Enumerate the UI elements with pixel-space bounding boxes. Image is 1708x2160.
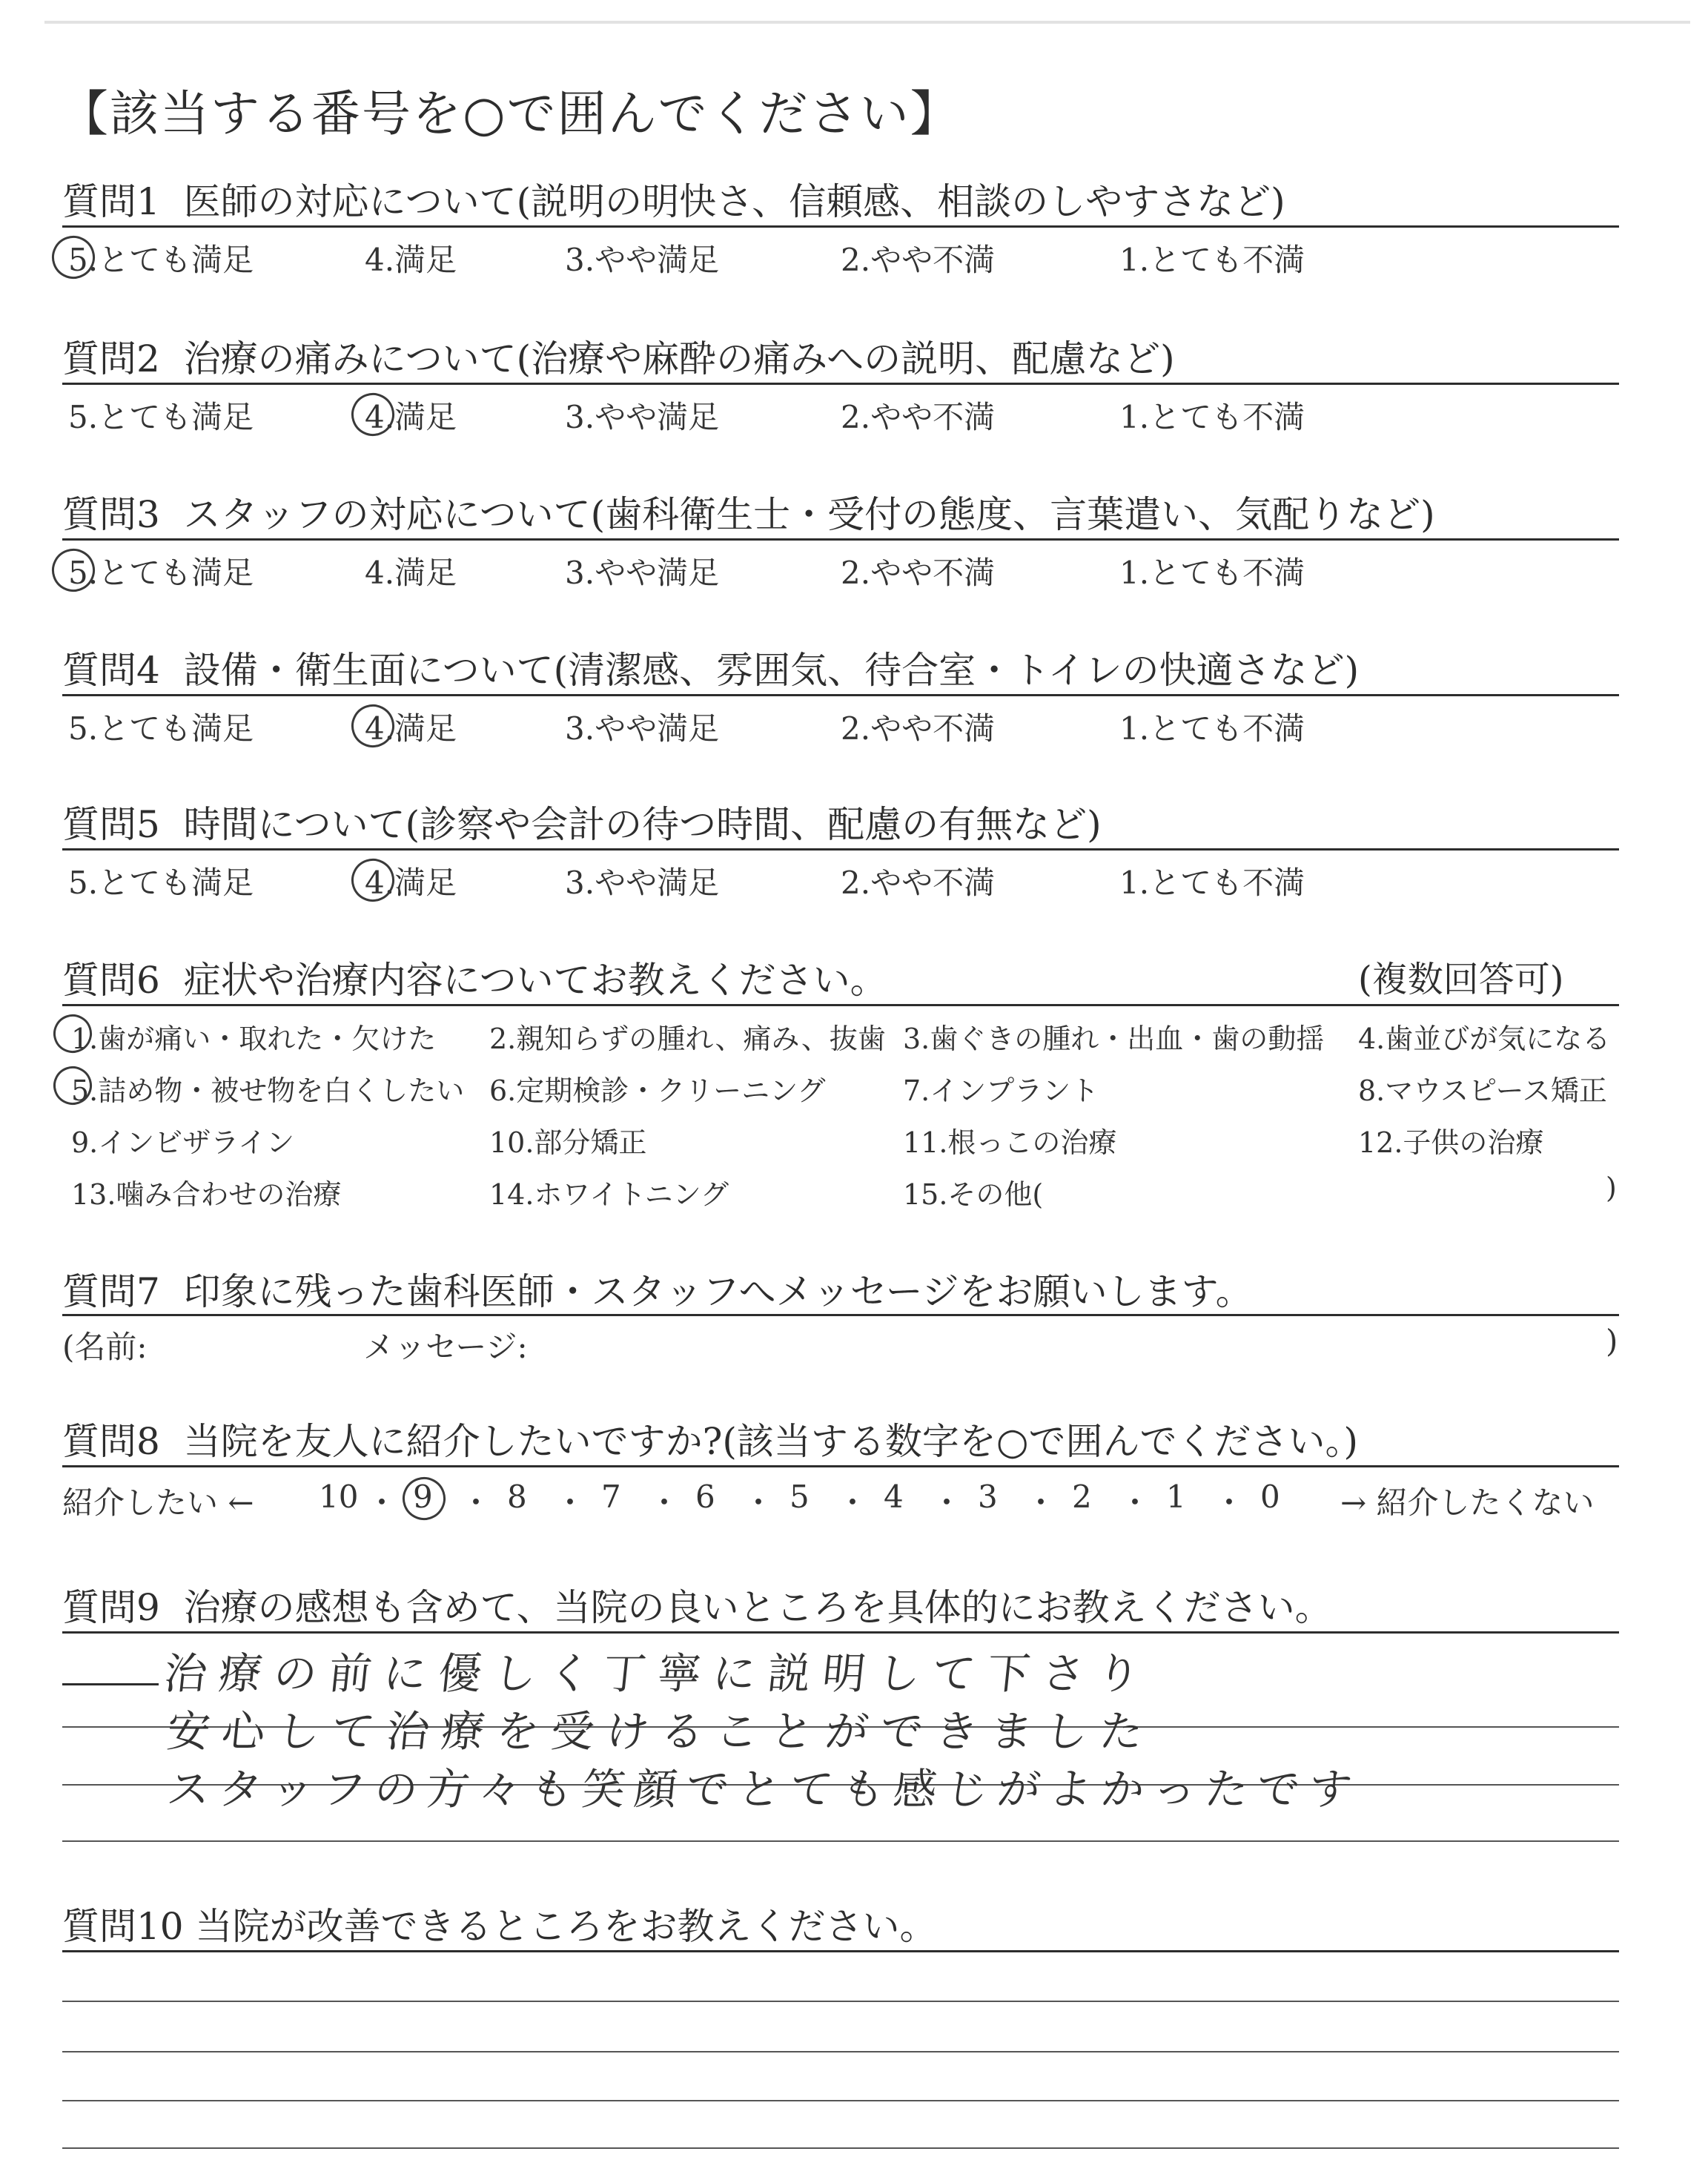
question-7 bbox=[62, 1262, 1253, 1315]
multiple-answers-note: (複数回答可) bbox=[1358, 959, 1564, 1000]
answer-line bbox=[62, 2001, 1619, 2002]
scale-separator: ・ bbox=[931, 1484, 963, 1521]
q6-option-14[interactable]: 14.ホワイトニング bbox=[489, 1178, 729, 1211]
q6-option-15-close: ) bbox=[1606, 1172, 1617, 1204]
q5-option-2[interactable]: 2.やや不満 bbox=[841, 865, 996, 901]
q5-option-5[interactable]: 5.とても満足 bbox=[68, 865, 254, 901]
q2-option-1[interactable]: 1.とても不満 bbox=[1119, 399, 1305, 435]
handwritten-answer-line: 治療の前に優しく丁寧に説明して下さり bbox=[161, 1648, 1155, 1699]
question-text: 医師の対応について(説明の明快さ、信頼感、相談のしやすさなど) bbox=[183, 180, 1285, 223]
question-divider bbox=[62, 848, 1619, 851]
question-label: 質問7 bbox=[62, 1270, 160, 1313]
q6-option-2[interactable]: 2.親知らずの腫れ、痛み、抜歯 bbox=[489, 1023, 886, 1055]
question-label: 質問6 bbox=[62, 959, 160, 1002]
scale-number-9[interactable]: 9 bbox=[413, 1479, 433, 1515]
scale-number-3[interactable]: 3 bbox=[978, 1479, 998, 1515]
q6-option-7[interactable]: 7.インプラント bbox=[903, 1074, 1099, 1107]
question-divider bbox=[62, 1631, 1619, 1634]
page-title: 【該当する番号を○で囲んでください】 bbox=[59, 85, 961, 142]
q4-option-1[interactable]: 1.とても不満 bbox=[1119, 710, 1305, 747]
q3-option-5[interactable]: 5.とても満足 bbox=[68, 555, 254, 591]
q1-option-2[interactable]: 2.やや不満 bbox=[841, 242, 996, 278]
question-label: 質問5 bbox=[62, 803, 160, 846]
question-5 bbox=[62, 795, 1102, 848]
q6-option-6[interactable]: 6.定期検診・クリーニング bbox=[489, 1074, 826, 1107]
answer-line bbox=[62, 1840, 1619, 1842]
question-divider bbox=[62, 1314, 1619, 1316]
question-label: 質問9 bbox=[62, 1586, 160, 1629]
q6-option-3[interactable]: 3.歯ぐきの腫れ・出血・歯の動揺 bbox=[903, 1023, 1325, 1055]
q1-option-5[interactable]: 5.とても満足 bbox=[68, 242, 254, 278]
selected-circle-mark bbox=[397, 1471, 451, 1525]
q1-option-1[interactable]: 1.とても不満 bbox=[1119, 242, 1305, 278]
q6-option-4[interactable]: 4.歯並びが気になる bbox=[1358, 1023, 1611, 1055]
q2-option-3[interactable]: 3.やや満足 bbox=[565, 399, 720, 435]
q5-option-4[interactable]: 4.満足 bbox=[365, 865, 457, 901]
q6-option-11[interactable]: 11.根っこの治療 bbox=[903, 1126, 1117, 1159]
scale-separator: ・ bbox=[649, 1484, 681, 1521]
q6-option-10[interactable]: 10.部分矯正 bbox=[489, 1126, 647, 1159]
question-label: 質問1 bbox=[62, 180, 160, 223]
scale-number-8[interactable]: 8 bbox=[507, 1479, 527, 1515]
scale-number-7[interactable]: 7 bbox=[601, 1479, 621, 1515]
scale-separator: ・ bbox=[460, 1484, 492, 1521]
q4-option-5[interactable]: 5.とても満足 bbox=[68, 710, 254, 747]
question-divider bbox=[62, 1465, 1619, 1467]
question-text: 時間について(診察や会計の待つ時間、配慮の有無など) bbox=[183, 803, 1102, 846]
name-field-label: (名前: bbox=[62, 1329, 148, 1365]
q6-option-8[interactable]: 8.マウスピース矯正 bbox=[1358, 1074, 1607, 1107]
q1-option-3[interactable]: 3.やや満足 bbox=[565, 242, 720, 278]
q6-option-15[interactable]: 15.その他( bbox=[903, 1178, 1044, 1211]
scale-number-5[interactable]: 5 bbox=[790, 1479, 810, 1515]
q6-option-5[interactable]: 5.詰め物・被せ物を白くしたい bbox=[71, 1074, 465, 1107]
answer-line bbox=[62, 2100, 1619, 2101]
question-label: 質問10 bbox=[62, 1905, 184, 1948]
q4-option-4[interactable]: 4.満足 bbox=[365, 710, 457, 747]
question-text: 治療の痛みについて(治療や麻酔の痛みへの説明、配慮など) bbox=[183, 337, 1175, 380]
question-label: 質問8 bbox=[62, 1420, 160, 1463]
question-9 bbox=[62, 1578, 1332, 1631]
q6-option-9[interactable]: 9.インビザライン bbox=[71, 1126, 295, 1159]
question-label: 質問4 bbox=[62, 649, 160, 692]
scale-number-4[interactable]: 4 bbox=[884, 1479, 904, 1515]
answer-short-line bbox=[62, 1683, 159, 1685]
q6-option-12[interactable]: 12.子供の治療 bbox=[1358, 1126, 1544, 1159]
q4-option-3[interactable]: 3.やや満足 bbox=[565, 710, 720, 747]
question-divider bbox=[62, 1950, 1619, 1952]
q1-option-4[interactable]: 4.満足 bbox=[365, 242, 457, 278]
q5-option-3[interactable]: 3.やや満足 bbox=[565, 865, 720, 901]
scale-separator: ・ bbox=[1214, 1484, 1245, 1521]
question-8 bbox=[62, 1412, 1358, 1465]
q3-option-1[interactable]: 1.とても不満 bbox=[1119, 555, 1305, 591]
question-text: 当院が改善できるところをお教えください。 bbox=[195, 1905, 937, 1948]
q2-option-5[interactable]: 5.とても満足 bbox=[68, 399, 254, 435]
question-10 bbox=[62, 1897, 937, 1950]
q3-option-2[interactable]: 2.やや不満 bbox=[841, 555, 996, 591]
question-text: 印象に残った歯科医師・スタッフへメッセージをお願いします。 bbox=[183, 1270, 1253, 1313]
question-divider bbox=[62, 538, 1619, 541]
scale-separator: ・ bbox=[1119, 1484, 1151, 1521]
scale-separator: ・ bbox=[1025, 1484, 1057, 1521]
scale-separator: ・ bbox=[555, 1484, 586, 1521]
question-text: 症状や治療内容についてお教えください。 bbox=[183, 959, 887, 1002]
q3-option-4[interactable]: 4.満足 bbox=[365, 555, 457, 591]
scale-number-10[interactable]: 10 bbox=[319, 1479, 359, 1515]
scale-number-6[interactable]: 6 bbox=[695, 1479, 715, 1515]
question-divider bbox=[62, 1004, 1619, 1006]
question-text: 設備・衛生面について(清潔感、雰囲気、待合室・トイレの快適さなど) bbox=[183, 649, 1360, 692]
question-label: 質問2 bbox=[62, 337, 160, 380]
recommend-right-label: → 紹介したくない bbox=[1340, 1484, 1595, 1521]
scan-top-edge bbox=[44, 21, 1690, 24]
q6-option-1[interactable]: 1.歯が痛い・取れた・欠けた bbox=[71, 1023, 437, 1055]
question-2 bbox=[62, 329, 1175, 383]
question-text: 当院を友人に紹介したいですか?(該当する数字を○で囲んでください。) bbox=[183, 1420, 1359, 1463]
scale-separator: ・ bbox=[366, 1484, 398, 1521]
question-text: 治療の感想も含めて、当院の良いところを具体的にお教えください。 bbox=[183, 1586, 1332, 1629]
scale-separator: ・ bbox=[743, 1484, 775, 1521]
question-1 bbox=[62, 172, 1285, 225]
q3-option-3[interactable]: 3.やや満足 bbox=[565, 555, 720, 591]
scale-number-0[interactable]: 0 bbox=[1260, 1479, 1280, 1515]
question-label: 質問3 bbox=[62, 493, 160, 536]
q2-option-4[interactable]: 4.満足 bbox=[365, 399, 457, 435]
question-text: スタッフの対応について(歯科衛生士・受付の態度、言葉遣い、気配りなど) bbox=[183, 493, 1435, 536]
handwritten-answer-line: 安心して治療を受けることができました bbox=[164, 1706, 1158, 1757]
field-close-paren: ) bbox=[1606, 1323, 1618, 1359]
q5-option-1[interactable]: 1.とても不満 bbox=[1119, 865, 1305, 901]
question-divider bbox=[62, 694, 1619, 696]
question-6 bbox=[62, 951, 887, 1004]
answer-line bbox=[62, 2051, 1619, 2052]
question-4 bbox=[62, 641, 1359, 694]
message-field-label: メッセージ: bbox=[363, 1329, 528, 1365]
question-divider bbox=[62, 225, 1619, 228]
q4-option-2[interactable]: 2.やや不満 bbox=[841, 710, 996, 747]
scale-number-2[interactable]: 2 bbox=[1072, 1479, 1092, 1515]
q6-option-13[interactable]: 13.噛み合わせの治療 bbox=[71, 1178, 342, 1211]
q2-option-2[interactable]: 2.やや不満 bbox=[841, 399, 996, 435]
scale-number-1[interactable]: 1 bbox=[1166, 1479, 1186, 1515]
scale-separator: ・ bbox=[837, 1484, 869, 1521]
recommend-left-label: 紹介したい ← bbox=[62, 1484, 254, 1521]
question-3 bbox=[62, 485, 1435, 538]
handwritten-answer-line: スタッフの方々も笑顔でとても感じがよかったです bbox=[164, 1764, 1364, 1814]
answer-line bbox=[62, 2147, 1619, 2149]
question-divider bbox=[62, 383, 1619, 385]
